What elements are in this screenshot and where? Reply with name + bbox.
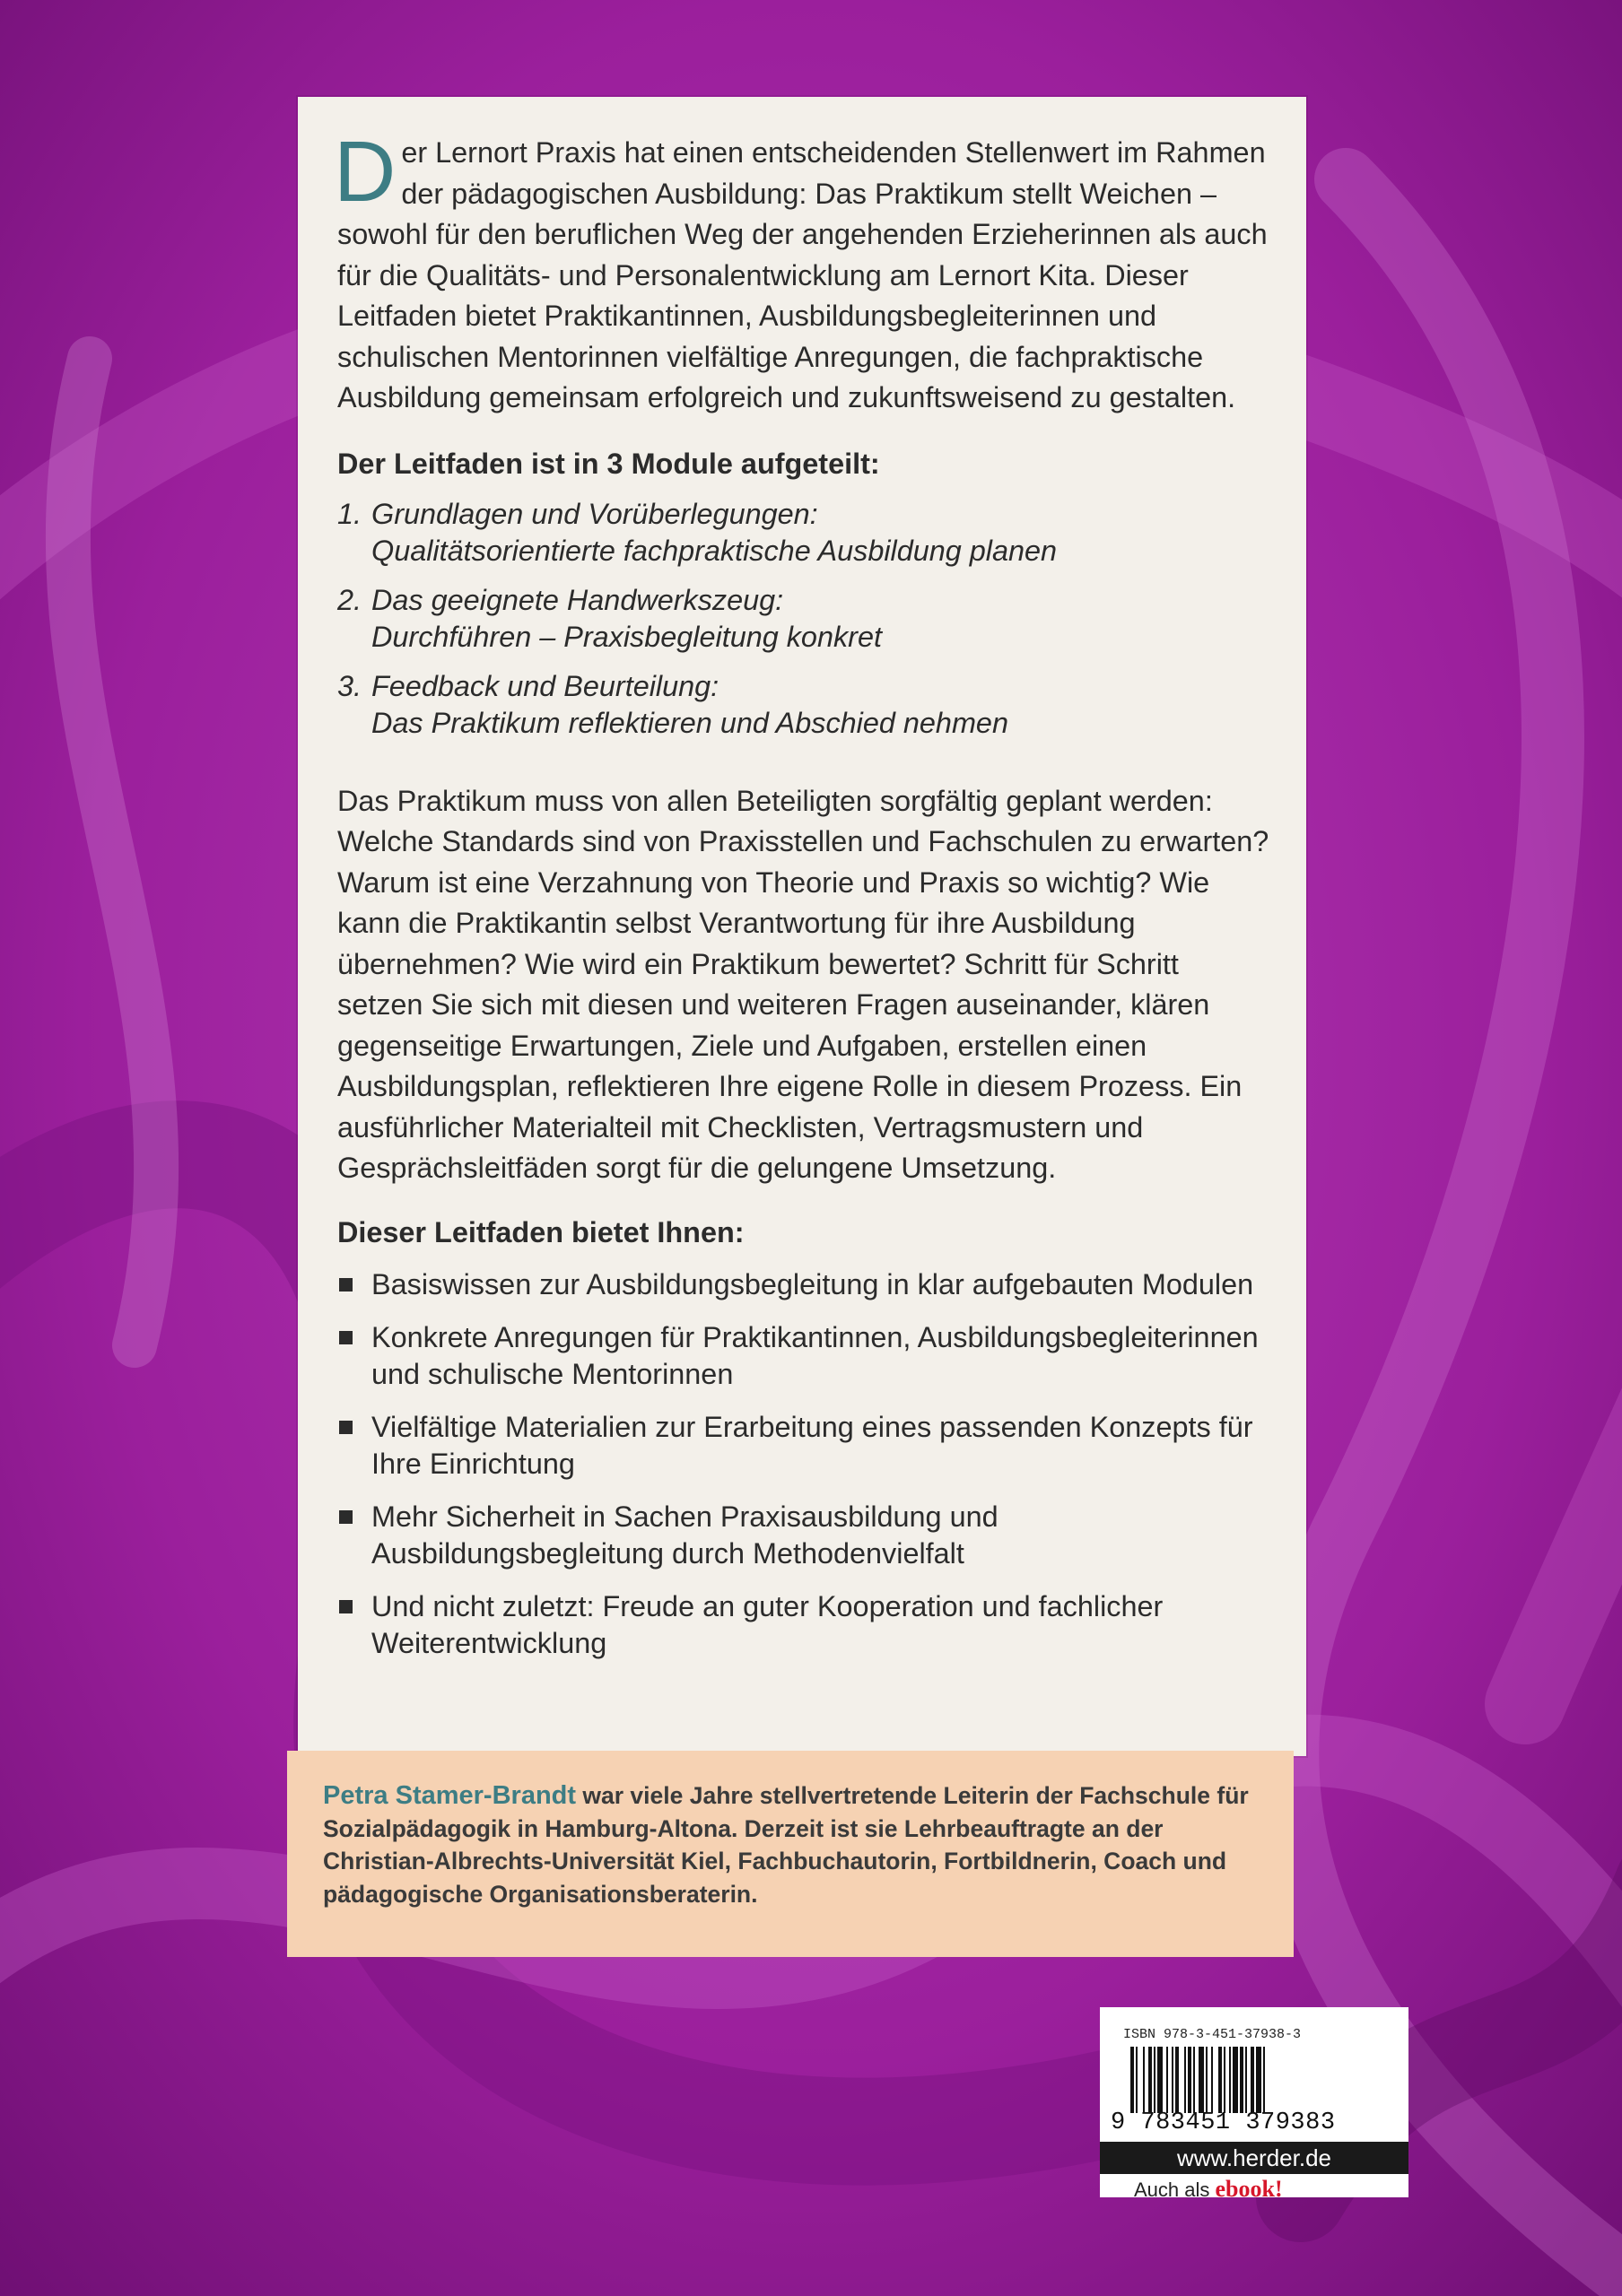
module-number: 2. xyxy=(337,583,362,616)
module-item xyxy=(337,668,1270,742)
barcode-bar xyxy=(1188,2047,1191,2113)
barcode-bar xyxy=(1172,2047,1173,2113)
benefit-text: Basiswissen zur Ausbildungsbegleitung in klar aufgebauten Modulen xyxy=(371,1267,1254,1300)
barcode-bar xyxy=(1184,2047,1186,2113)
bullet-square-icon xyxy=(339,1278,353,1292)
module-title: Grundlagen und Vorüberlegungen: xyxy=(371,497,818,530)
barcode-bar xyxy=(1233,2047,1238,2113)
benefit-text: Und nicht zuletzt: Freude an guter Kooperation und fachlicher Weiterentwicklung xyxy=(371,1589,1164,1659)
ebook-prefix: Auch als xyxy=(1134,2179,1216,2201)
barcode-bar xyxy=(1175,2047,1179,2113)
barcode-bar xyxy=(1157,2047,1163,2113)
ebook-word: ebook! xyxy=(1215,2176,1283,2202)
description-paragraph: Das Praktikum muss von allen Beteiligten sorgfältig geplant werden: Welche Standards sind von Praxisstellen und Fachschulen zu erwarten? Warum ist eine Verzahnung von Theorie und Praxis so wichtig? Wie kann die Praktikantin selbst Verantwortung für ihre Ausbildung übernehmen? Wie wird ein Praktikum bewertet? Schritt für Schritt setzen Sie sich mit diesen und weiteren Fragen auseinander, klären gegenseitige Erwartungen, Ziele und Aufgaben, erstellen einen Ausbildungsplan, reflektieren Ihre eigene Rolle in diesem Prozess. Ein ausführlicher Materialteil mit Checklisten, Vertragsmustern und Gesprächsleitfäden sorgt für die gelungene Umsetzung. xyxy=(337,784,1269,1184)
bullet-square-icon xyxy=(339,1510,353,1524)
bullet-square-icon xyxy=(339,1421,353,1434)
barcode-bar xyxy=(1143,2047,1145,2113)
author-bio-text: war viele Jahre stellvertretende Leiterin der Fachschule für Sozialpädagogik in Hamburg-Altona. Derzeit ist sie Lehrbeauftragte an der Christian-Albrechts-Universität Kiel, Fachbuchautorin, Fortbildnerin, Coach und pädagogische Organisationsberaterin. xyxy=(323,1782,1249,1908)
intro-text: er Lernort Praxis hat einen entscheidenden Stellenwert im Rahmen der pädagogischen Ausbildung: Das Praktikum stellt Weichen – sowohl für den beruflichen Weg der angehenden Erzieherinnen als auch für die Qualitäts- und Personalentwicklung am Lernort Kita. Dieser Leitfaden bietet Praktikantinnen, Ausbildungsbegleiterinnen und schulischen Mentorinnen vielfältige Anregungen, die fachpraktische Ausbildung gemeinsam erfolgreich und zukunftsweisend zu gestalten. xyxy=(337,136,1268,413)
benefit-text: Vielfältige Materialien zur Erarbeitung eines passenden Konzepts für Ihre Einrichtung xyxy=(371,1410,1253,1480)
barcode-bar xyxy=(1245,2047,1247,2113)
benefit-item xyxy=(337,1409,1270,1483)
module-item xyxy=(337,496,1270,570)
isbn-label: ISBN 978-3-451-37938-3 xyxy=(1123,2027,1302,2042)
barcode-bar xyxy=(1199,2047,1204,2113)
benefit-text: Mehr Sicherheit in Sachen Praxisausbildung und Ausbildungsbegleitung durch Methodenvielfalt xyxy=(371,1500,998,1570)
module-title: Das geeignete Handwerkszeug: xyxy=(371,583,784,616)
benefit-text: Konkrete Anregungen für Praktikantinnen, Ausbildungsbegleiterinnen und schulische Mentorinnen xyxy=(371,1320,1259,1390)
barcode-icon xyxy=(1130,2047,1319,2113)
barcode-bar xyxy=(1206,2047,1208,2113)
text-panel-content xyxy=(334,124,1270,1678)
dropcap-letter: D xyxy=(334,124,397,220)
bullet-square-icon xyxy=(339,1600,353,1613)
module-subtitle: Qualitätsorientierte fachpraktische Ausbildung planen xyxy=(371,534,1058,567)
author-name: Petra Stamer-Brandt xyxy=(323,1781,577,1810)
modules-heading: Der Leitfaden ist in 3 Module aufgeteilt: xyxy=(337,447,880,480)
module-number: 1. xyxy=(337,497,362,530)
barcode-bar xyxy=(1154,2047,1155,2113)
benefit-item xyxy=(337,1319,1270,1393)
modules-list xyxy=(337,496,1270,742)
module-subtitle: Das Praktikum reflektieren und Abschied nehmen xyxy=(371,706,1008,739)
barcode-bar xyxy=(1166,2047,1168,2113)
ean-number: 9 783451 379383 xyxy=(1111,2109,1336,2136)
benefits-list xyxy=(337,1266,1270,1662)
author-bio-box xyxy=(287,1751,1294,1957)
bullet-square-icon xyxy=(339,1331,353,1344)
text-panel xyxy=(298,97,1306,1756)
module-item xyxy=(337,582,1270,656)
author-bio xyxy=(323,1779,1265,1910)
barcode-bar xyxy=(1136,2047,1138,2113)
intro-paragraph xyxy=(334,124,1270,419)
benefit-item xyxy=(337,1266,1270,1303)
barcode-bar xyxy=(1224,2047,1225,2113)
benefit-item xyxy=(337,1588,1270,1662)
benefit-item xyxy=(337,1499,1270,1572)
barcode-bar xyxy=(1251,2047,1254,2113)
barcode-bar xyxy=(1193,2047,1195,2113)
barcode-bar xyxy=(1256,2047,1261,2113)
publisher-website: www.herder.de xyxy=(1100,2142,1408,2174)
barcode-bar xyxy=(1240,2047,1243,2113)
barcode-bar xyxy=(1229,2047,1231,2113)
module-number: 3. xyxy=(337,669,362,702)
barcode-bar xyxy=(1211,2047,1213,2113)
barcode-bar xyxy=(1263,2047,1265,2113)
ebook-note xyxy=(1134,2176,1283,2203)
benefits-heading: Dieser Leitfaden bietet Ihnen: xyxy=(337,1215,745,1248)
barcode-card xyxy=(1100,2007,1408,2202)
barcode-bar xyxy=(1218,2047,1222,2113)
barcode-bar xyxy=(1148,2047,1152,2113)
module-title: Feedback und Beurteilung: xyxy=(371,669,719,702)
barcode-bar xyxy=(1130,2047,1134,2113)
module-subtitle: Durchführen – Praxisbegleitung konkret xyxy=(371,620,882,653)
